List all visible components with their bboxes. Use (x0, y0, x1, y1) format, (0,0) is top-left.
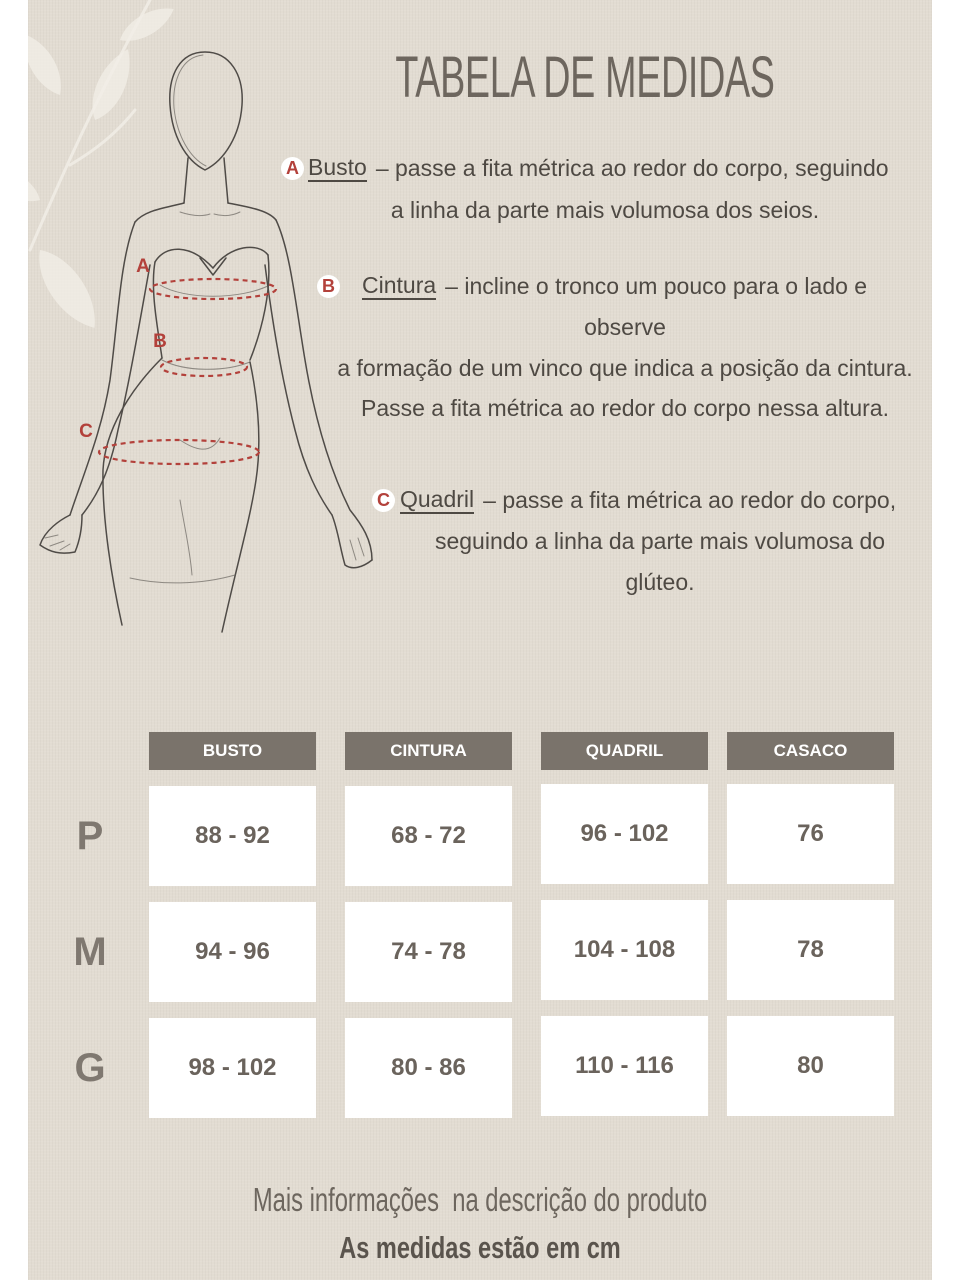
waist-text: – incline o tronco um pouco para o lado e (445, 272, 868, 299)
table-cell: 88 - 92 (149, 786, 316, 886)
sketch-skirt (103, 358, 259, 632)
hip-instruction-line-1 (372, 485, 896, 515)
hip-instruction-line-2: seguindo a linha da parte mais volumosa do (434, 528, 886, 554)
shoulder-left (135, 203, 184, 222)
bust-label: Busto (308, 153, 367, 180)
header-cintura: CINTURA (345, 732, 512, 770)
table-cell: 94 - 96 (149, 902, 316, 1002)
footer-units: As medidas estão em cm (339, 1230, 621, 1265)
skirt-left-side (103, 358, 162, 625)
bust-instruction-line-1 (281, 153, 889, 183)
skirt-right-side (222, 362, 259, 632)
table-cell: 110 - 116 (541, 1016, 708, 1116)
bust-text: – passe a fita métrica ao redor do corpo, seguindo (375, 154, 889, 181)
marker-c: C (79, 421, 93, 442)
under-bust-line (160, 285, 270, 296)
waist-badge: B (317, 275, 340, 298)
hip-text: – passe a fita métrica ao redor do corpo, (483, 486, 897, 513)
skirt-hem (130, 575, 235, 583)
table-cell: 104 - 108 (541, 900, 708, 1000)
table-cell: 80 - 86 (345, 1018, 512, 1118)
left-hand-fingers (45, 535, 70, 550)
skirt-fold-2 (180, 500, 192, 575)
waist-label: Cintura (362, 271, 437, 298)
right-arm-inner (265, 265, 332, 515)
waist-instruction-line-3: a formação de um vinco que indica a posição da cintura. (337, 355, 913, 381)
table-cell: 74 - 78 (345, 902, 512, 1002)
hip-badge: C (372, 489, 395, 512)
table-cell: 98 - 102 (149, 1018, 316, 1118)
size-label-p: P (76, 814, 104, 858)
marker-a: A (136, 256, 150, 277)
hip-measure-line (99, 440, 259, 464)
footer-info: Mais informações na descrição do produto (252, 1181, 708, 1218)
table-cell: 96 - 102 (541, 784, 708, 884)
table-cell: 76 (727, 784, 894, 884)
table-cell: 80 (727, 1016, 894, 1116)
hip-label: Quadril (400, 485, 475, 512)
shoulder-right (228, 203, 276, 220)
sketch-head (170, 52, 242, 170)
waist-instruction-line-4: Passe a fita métrica ao redor do corpo nessa altura. (360, 395, 889, 421)
collarbone-right (214, 212, 240, 216)
right-hand-fingers (350, 538, 364, 560)
bust-instruction-line-2: a linha da parte mais volumosa dos seios. (390, 197, 820, 223)
bust-left-cup (155, 249, 213, 268)
waist-instruction-line-2: observe (584, 314, 666, 340)
marker-b: B (153, 331, 167, 352)
head-outline-sketch (174, 55, 206, 166)
collarbone-left (180, 212, 210, 216)
waist-line (162, 360, 250, 369)
header-quadril: QUADRIL (541, 732, 708, 770)
left-arm-inner (82, 265, 150, 515)
size-label-g: G (74, 1046, 106, 1090)
right-hand (332, 515, 372, 568)
header-busto: BUSTO (149, 732, 316, 770)
size-label-m: M (73, 930, 107, 974)
sketch-torso (153, 247, 270, 369)
table-cell: 68 - 72 (345, 786, 512, 886)
waist-instruction-line-1 (317, 271, 867, 301)
neck-left (184, 158, 188, 203)
bust-badge: A (281, 157, 304, 180)
left-hand (40, 515, 82, 553)
table-cell: 78 (727, 900, 894, 1000)
header-casaco: CASACO (727, 732, 894, 770)
sketch-neck-shoulders (135, 158, 276, 222)
neck-right (224, 158, 228, 203)
neckline-v (200, 258, 226, 275)
page-title: TABELA DE MEDIDAS (395, 45, 775, 110)
hip-instruction-line-3: glúteo. (625, 569, 695, 595)
